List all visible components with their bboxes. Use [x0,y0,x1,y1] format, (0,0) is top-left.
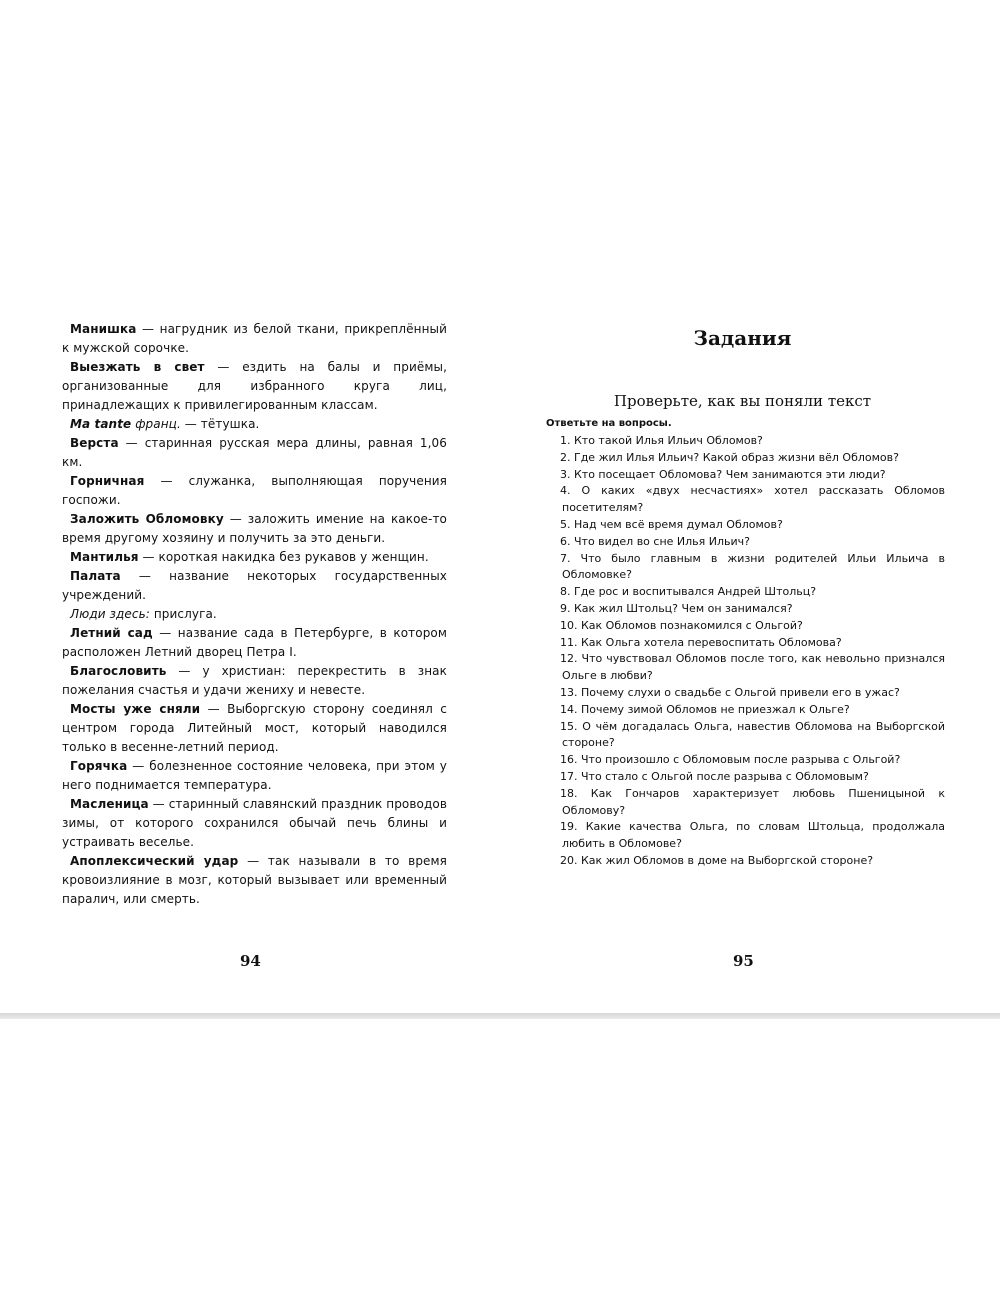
glossary-entry [62,510,447,548]
glossary-entry [62,472,447,510]
question-item: 1. Кто такой Илья Ильич Обломов? [560,434,763,447]
glossary-entry [62,624,447,662]
glossary-entry [62,605,447,624]
glossary-entry [62,548,447,567]
glossary-definition: — нагрудник из белой ткани, прикреплённый к мужской сорочке. [62,322,447,355]
glossary-term: Палата [70,569,121,583]
glossary-term: Ma tante [70,417,132,431]
left-page [62,320,447,909]
glossary-definition: — старинный славянский праздник проводов зимы, от которого сохранился обычай печь блины и устраивать веселье. [62,797,447,849]
spread-bottom-edge [0,1013,1000,1019]
glossary-definition: — название сада в Петербурге, в котором расположен Летний дворец Петра I. [62,626,448,659]
question-item: 9. Как жил Штольц? Чем он занимался? [560,601,793,615]
question-item: 3. Кто посещает Обломова? Чем занимаются эти люди? [560,467,886,481]
glossary-term: Манишка [70,322,137,336]
right-page [540,320,945,870]
question-item: 16. Что произошло с Обломовым после разрыва с Ольгой? [560,753,901,767]
glossary-term: Заложить Обломовку [70,512,224,526]
question-item: 17. Что стало с Ольгой после разрыва с Обломовым? [560,769,869,783]
glossary-entry [62,852,447,909]
question-item: 5. Над чем всё время думал Обломов? [560,517,783,531]
glossary-definition: — название некоторых государственных учреждений. [62,569,447,602]
glossary-term: Апоплексический удар [70,854,239,868]
glossary-definition: — служанка, выполняющая поручения госпожи. [62,474,447,507]
question-item: 6. Что видел во сне Илья Ильич? [560,534,750,548]
glossary-term: Мосты уже сняли [70,702,201,716]
instruction: Ответьте на вопросы. [546,418,672,429]
glossary-term: Горячка [70,759,128,773]
glossary-term: Масленица [70,797,149,811]
glossary-term: Верста [70,436,119,450]
glossary-entry [62,662,447,700]
glossary-entry [62,567,447,605]
glossary-definition: — ездить на балы и приёмы, организованные для избранного круга лиц, принадлежащих к привилегированным классам. [62,360,447,412]
glossary-entry [62,795,447,852]
glossary-note: здесь: [105,607,150,621]
question-item: 11. Как Ольга хотела перевоспитать Обломова? [560,635,842,649]
question-item: 2. Где жил Илья Ильич? Какой образ жизни вёл Обломов? [560,450,899,464]
question-item: 15. О чём догадалась Ольга, навестив Обломова на Выборгской стороне? [560,719,945,750]
question-item: 10. Как Обломов познакомился с Ольгой? [560,618,803,632]
question-list [540,433,945,870]
glossary-entry [62,358,447,415]
glossary-entry [62,434,447,472]
question-item: 18. Как Гончаров характеризует любовь Пшеницыной к Обломову? [560,786,945,817]
glossary-entry [62,320,447,358]
glossary-entry [62,415,447,434]
question-item: 8. Где рос и воспитывался Андрей Штольц? [560,585,817,599]
question-item: 13. Почему слухи о свадьбе с Ольгой привели его в ужас? [560,685,900,699]
glossary-definition: — так называли в то время кровоизлияние в мозг, который вызывает или временный паралич, или смерть. [62,854,447,906]
question-item: 14. Почему зимой Обломов не приезжал к Ольге? [560,702,850,716]
glossary-term: Люди [70,607,106,621]
page-number-right: 95 [733,952,754,970]
glossary-term: Летний сад [70,626,153,640]
question-item: 19. Какие качества Ольга, по словам Штольца, продолжала любить в Обломове? [560,820,945,851]
glossary-definition: прислуга. [149,607,217,621]
glossary-note: франц. [131,417,181,431]
question-item: 12. Что чувствовал Обломов после того, как невольно признался Ольге в любви? [560,652,945,683]
glossary-definition: — короткая накидка без рукавов у женщин. [138,550,429,564]
glossary-definition: — тётушка. [180,417,260,431]
page-number-left: 94 [240,952,261,970]
glossary-term: Мантилья [70,550,139,564]
glossary-definition: — заложить имение на какое-то время другому хозяину и получить за это деньги. [62,512,447,545]
question-item: 7. Что было главным в жизни родителей Ильи Ильича в Обломовке? [560,551,945,582]
glossary-definition: — Выборгскую сторону соединял с центром города Литейный мост, который наводился только в весенне-летний период. [62,702,447,754]
section-title: Проверьте, как вы поняли текст [613,392,872,410]
glossary-term: Горничная [70,474,145,488]
glossary-definition: — болезненное состояние человека, при этом у него поднимается температура. [62,759,447,792]
glossary-entry [62,700,447,757]
glossary-term: Выезжать в свет [70,360,205,374]
glossary-entry [62,757,447,795]
question-item: 20. Как жил Обломов в доме на Выборгской стороне? [560,853,874,867]
question-item: 4. О каких «двух несчастиях» хотел рассказать Обломов посетителям? [560,484,945,515]
glossary-term: Благословить [70,664,167,678]
glossary-list [62,320,447,909]
glossary-definition: — у христиан: перекрестить в знак пожелания счастья и удачи жениху и невесте. [62,664,447,697]
glossary-definition: — старинная русская мера длины, равная 1,06 км. [62,436,447,469]
page-title: Задания [693,326,792,350]
